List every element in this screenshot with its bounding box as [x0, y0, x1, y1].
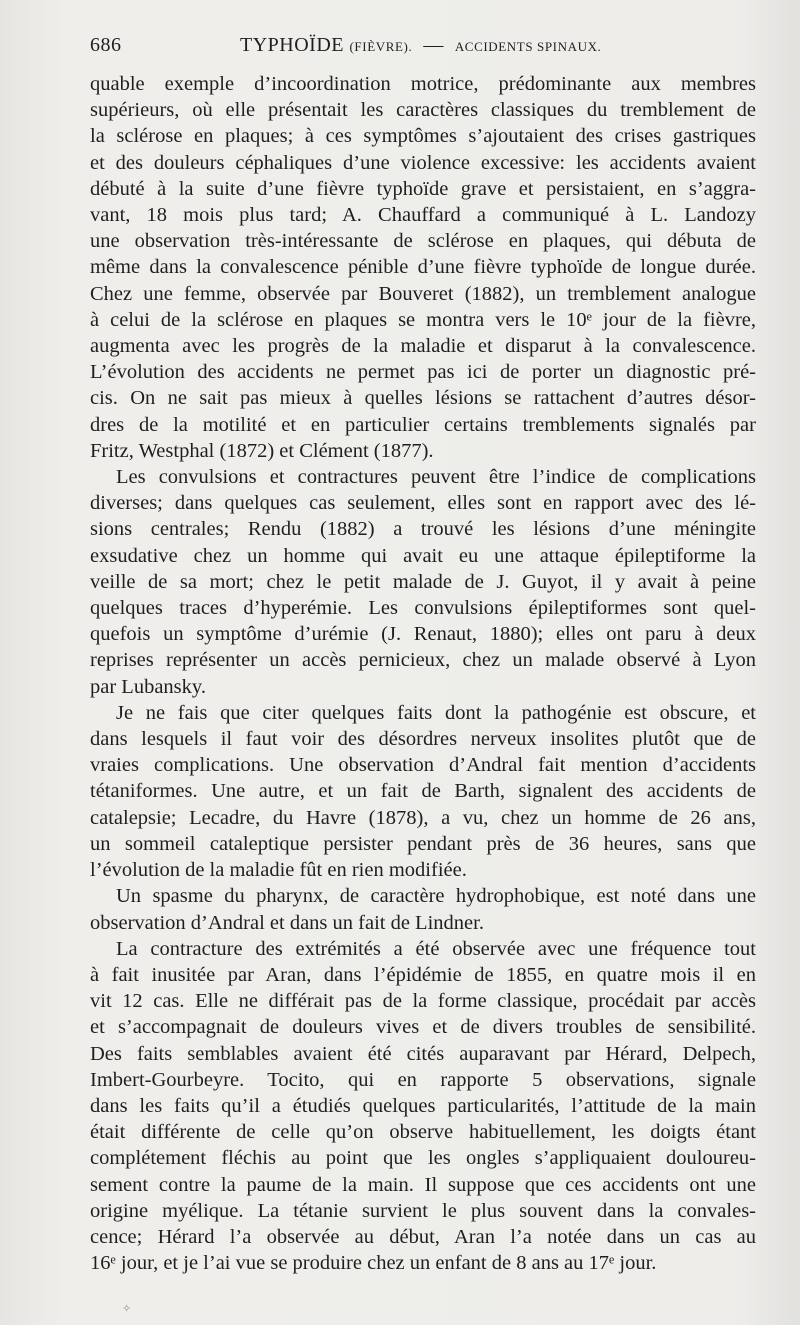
text-line: un sommeil cataleptique persister pendant près de 36 heures, sans que [90, 832, 756, 855]
text-line: exsudative chez un homme qui avait eu une attaque épileptiforme la [90, 544, 756, 567]
text-line: quable exemple d’incoordination motrice, prédominante aux membres [90, 73, 756, 95]
text-line: par Lubansky. [90, 675, 206, 698]
text-line: complétement fléchis au point que les ongles s’appliquaient douloureu- [90, 1147, 756, 1170]
text-line: vraies complications. Une observation d’Andral fait mention d’accidents [90, 754, 756, 777]
text-line: et s’accompagnait de douleurs vives et de divers troubles de sensibilité. [90, 1016, 756, 1039]
text-line: L’évolution des accidents ne permet pas ici de porter un diagnostic pré- [90, 361, 756, 384]
text-line: cis. On ne sait pas mieux à quelles lésions se rattachent d’autres désor- [90, 387, 756, 410]
text-line: Un spasme du pharynx, de caractère hydrophobique, est noté dans une [116, 885, 756, 908]
text-line: et des douleurs céphaliques d’une violence excessive: les accidents avaient [90, 151, 756, 174]
page-body [90, 71, 756, 1276]
running-title [240, 34, 601, 57]
text-line: catalepsie; Lecadre, du Havre (1878), a vu, chez un homme de 26 ans, [90, 806, 756, 829]
text-line: dans les faits qu’il a étudiés quelques particularités, l’attitude de la main [90, 1094, 756, 1117]
text-line: Fritz, Westphal (1872) et Clément (1877). [90, 439, 434, 462]
text-line: était différente de celle qu’on observe habituellement, les doigts étant [90, 1121, 756, 1144]
text-line: 16ᵉ jour, et je l’ai vue se produire chez un enfant de 8 ans au 17ᵉ jour. [90, 1252, 657, 1275]
text-line: supérieurs, où elle présentait les caractères classiques du tremblement de [90, 99, 756, 122]
paragraph [90, 71, 756, 464]
paragraph [90, 883, 756, 935]
text-line: Les convulsions et contractures peuvent être l’indice de complications [116, 466, 756, 489]
text-line: veille de sa mort; chez le petit malade de J. Guyot, il y avait à peine [90, 570, 756, 593]
text-line: à fait inusitée par Aran, dans l’épidémie de 1855, en quatre mois il en [90, 963, 756, 986]
text-line: la sclérose en plaques; à ces symptômes s’ajoutaient des crises gastriques [90, 125, 756, 148]
text-line: Chez une femme, observée par Bouveret (1882), un tremblement analogue [90, 282, 756, 305]
text-line: l’évolution de la maladie fût en rien modifiée. [90, 859, 467, 882]
text-line: débuté à la suite d’une fièvre typhoïde grave et persistaient, en s’aggra- [90, 177, 756, 200]
paragraph [90, 936, 756, 1277]
text-line: une observation très-intéressante de sclérose en plaques, qui débuta de [90, 230, 756, 253]
page-number: 686 [90, 34, 122, 56]
text-line: diverses; dans quelques cas seulement, elles sont en rapport avec des lé- [90, 492, 756, 515]
text-line: à celui de la sclérose en plaques se montra vers le 10ᵉ jour de la fièvre, [90, 308, 756, 331]
text-line: augmenta avec les progrès de la maladie et disparut à la convalescence. [90, 335, 756, 358]
text-line: La contracture des extrémités a été observée avec une fréquence tout [116, 937, 756, 960]
text-line: sement contre la paume de la main. Il suppose que ces accidents ont une [90, 1173, 756, 1196]
text-line: quelques traces d’hyperémie. Les convulsions épileptiformes sont quel- [90, 597, 756, 620]
text-line: reprises représenter un accès pernicieux, chez un malade observé à Lyon [90, 649, 756, 672]
text-line: Je ne fais que citer quelques faits dont la pathogénie est obscure, et [116, 701, 756, 724]
text-line: origine myélique. La tétanie survient le plus souvent dans la convales- [90, 1199, 756, 1222]
text-line: Imbert-Gourbeyre. Tocito, qui en rapporte 5 observations, signale [90, 1068, 756, 1091]
title-paren: (FIÈVRE). [349, 39, 413, 54]
text-line: vant, 18 mois plus tard; A. Chauffard a communiqué à L. Landozy [90, 204, 756, 227]
text-line: dres de la motilité et en particulier certains tremblements signalés par [90, 413, 756, 436]
text-line: sions centrales; Rendu (1882) a trouvé les lésions d’une méningite [90, 518, 756, 541]
ink-mark: ✧ [122, 1303, 132, 1315]
text-line: cence; Hérard l’a observée au début, Aran l’a notée dans un cas au [90, 1225, 756, 1248]
text-line: vit 12 cas. Elle ne différait pas de la forme classique, procédait par accès [90, 990, 756, 1013]
title-main: TYPHOÏDE [240, 34, 344, 56]
paragraph [90, 464, 756, 700]
text-line: tétaniformes. Une autre, et un fait de Barth, signalent des accidents de [90, 780, 756, 803]
text-line: observation d’Andral et dans un fait de Lindner. [90, 911, 484, 934]
title-dash: — [423, 34, 444, 56]
text-line: même dans la convalescence pénible d’une fièvre typhoïde de longue durée. [90, 256, 756, 279]
title-section: ACCIDENTS SPINAUX. [454, 39, 602, 54]
text-line: Des faits semblables avaient été cités auparavant par Hérard, Delpech, [90, 1042, 756, 1065]
paragraph [90, 700, 756, 883]
text-line: dans lesquels il faut voir des désordres nerveux insolites plutôt que de [90, 728, 756, 751]
running-header [90, 34, 756, 64]
text-line: quefois un symptôme d’urémie (J. Renaut, 1880); elles ont paru à deux [90, 623, 756, 646]
